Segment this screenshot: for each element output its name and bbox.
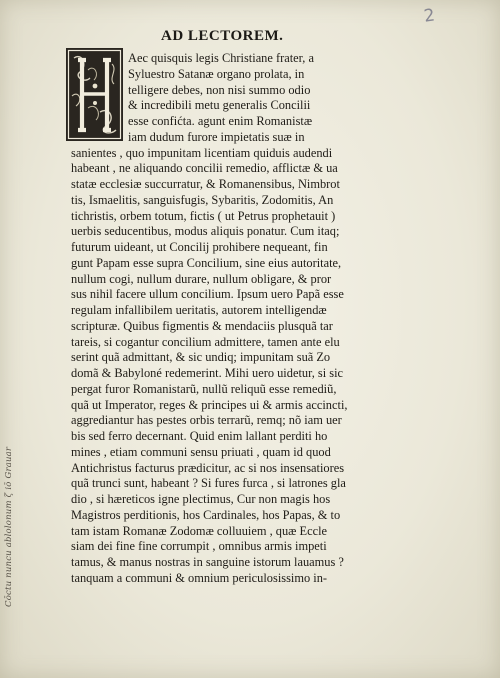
text-line: Syluestro Satanæ organo prolata, in <box>128 66 305 81</box>
text-line: tichristis, orbem totum, fictis ( ut Petrus prophetauit ) <box>71 208 336 223</box>
text-line: scripturæ. Quibus figmentis & mendaciis plusquã tar <box>71 318 333 333</box>
text-line: futurum uideant, ut Concilij prohibere nequeant, fin <box>71 240 328 254</box>
text-line: esse confićta. agunt enim Romanistæ <box>128 114 313 128</box>
text-line: statæ ecclesiæ succurratur, & Romanensibus, Nimbrot <box>71 177 340 191</box>
text-line: aggrediantur has pestes orbis terrarũ, remq; nõ iam uer <box>71 413 342 428</box>
text-line: serint quã admittant, & sic undiq; impunitam suã Zo <box>71 350 331 365</box>
text-line: telligere debes, non nisi summo odio <box>128 82 311 97</box>
text-line: uerbis seducentibus, modus aliquis ponatur. Cum itaq; <box>71 224 340 239</box>
text-line: nullum cogi, nullum durare, nullum obligare, & pror <box>71 271 332 286</box>
text-line: tamus, & manus nostras in sanguine istorum lauamus ? <box>71 555 344 569</box>
text-line: Aec quisquis legis Christiane frater, a <box>128 51 314 65</box>
folio-pencil-mark: 2 <box>422 5 437 27</box>
text-line: Antichristus facturus prædicitur, ac si nos insensatiores <box>71 460 345 475</box>
text-line: habeant , ne aliquando concilii remedio, afflictæ & ua <box>71 161 338 176</box>
text-line: regulam infallibilem ueritatis, autorem intelligendæ <box>71 303 327 317</box>
text-line: mines , etiam communi sensu priuati , quam id quod <box>71 444 331 459</box>
text-line: quã ut Imperator, reges & principes ui & armis accincti, <box>71 397 348 412</box>
text-line: iam dudum furore impietatis suæ in <box>128 129 305 144</box>
text-line: dio , si hæreticos igne plectimus, Cur non magis hos <box>71 492 331 506</box>
text-line: siam dei fine fine corrumpit , omnibus armis impeti <box>71 539 327 554</box>
text-line: & incredibili metu generalis Concilii <box>128 98 311 113</box>
text-line: domã & Babyloné redemerint. Mihi uero uidetur, si sic <box>71 366 344 380</box>
text-line: gunt Papam esse supra Concilium, sine eius autoritate, <box>71 255 342 270</box>
page-heading: AD LECTOREM. <box>161 28 284 44</box>
text-line: sanientes , quo impunitam licentiam quiduis audendi <box>71 145 333 160</box>
text-line: Magistros perditionis, hos Cardinales, hos Papas, & to <box>71 507 341 522</box>
text-line: sus nihil facere ullum concilium. Ipsum uero Papã esse <box>71 287 344 302</box>
text-line: tam istam Romanæ Zodomæ colluuiem , quæ Eccle <box>71 523 328 538</box>
handwritten-margin-note: Cōctu nuncu ablolonum ζ iō Grauar <box>4 446 14 607</box>
text-line: bis sed ferro decernant. Quid enim lallant perditi ho <box>71 429 328 443</box>
text-line: pergat furor Romanistarũ, nullũ reliquũ esse remediũ, <box>71 381 337 396</box>
text-line: quã trunci sunt, habeant ? Si fures furca , si latrones gla <box>71 476 346 491</box>
text-line: tareis, si cogantur concilium admittere, tamen ante elu <box>71 334 340 349</box>
text-line: tis, Ismaelitis, sanguisfugis, Sybaritis, Zodomitis, An <box>71 192 334 207</box>
text-line: tanquam a communi & omnium periculosissimo in- <box>71 570 328 585</box>
